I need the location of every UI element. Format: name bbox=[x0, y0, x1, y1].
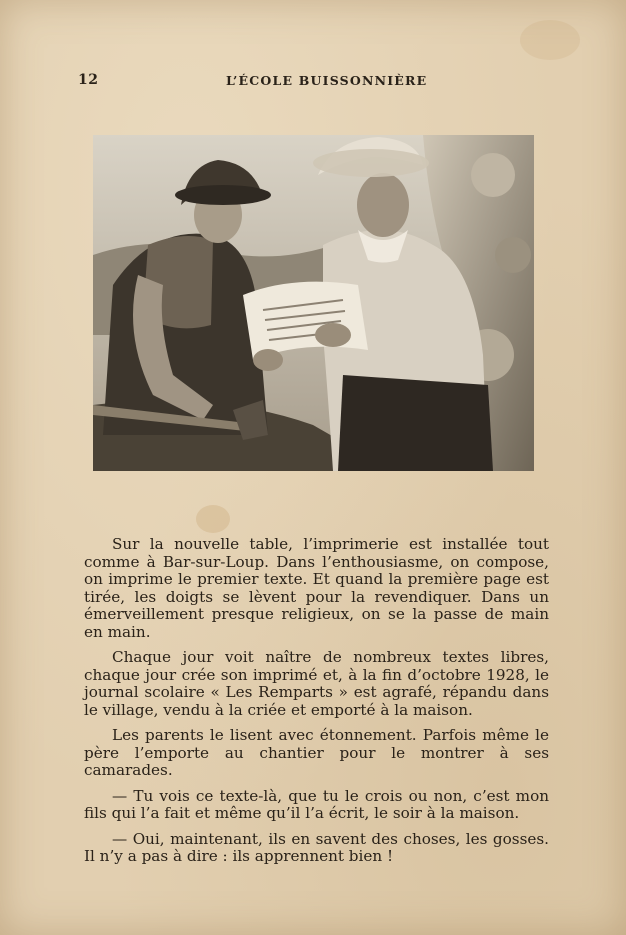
running-title: L’ÉCOLE BUISSONNIÈRE bbox=[226, 73, 428, 88]
body-text bbox=[84, 536, 549, 874]
paragraph: Sur la nouvelle table, l’imprimerie est installée tout comme à Bar-sur-Loup. Dans l’enthousiasme, on compose, on imprime le premier texte. Et quand la première page est tirée, les doigts se lèvent pour la revendiquer. Dans un émerveillement presque religieux, on se la passe de main en main. bbox=[84, 535, 549, 641]
paragraph: Les parents le lisent avec étonnement. Parfois même le père l’emporte au chantier pour le montrer à ses camarades. bbox=[84, 726, 549, 779]
paragraph: Chaque jour voit naître de nombreux textes libres, chaque jour crée son imprimé et, à la fin d’octobre 1928, le journal scolaire « Les Remparts » est agrafé, répandu dans le village, vendu à la criée et emporté à la maison. bbox=[84, 648, 549, 719]
photograph-two-men-reading bbox=[93, 135, 534, 471]
page-header bbox=[78, 72, 548, 92]
paragraph: — Oui, maintenant, ils en savent des choses, les gosses. Il n’y a pas à dire : ils apprennent bien ! bbox=[84, 829, 549, 865]
page-number: 12 bbox=[78, 72, 99, 88]
paper-stain bbox=[520, 20, 580, 60]
photograph bbox=[93, 135, 534, 471]
paragraph: — Tu vois ce texte-là, que tu le crois ou non, c’est mon fils qui l’a fait et même qu’il l’a écrit, le soir à la maison. bbox=[84, 786, 549, 822]
paper-stain bbox=[196, 505, 230, 533]
